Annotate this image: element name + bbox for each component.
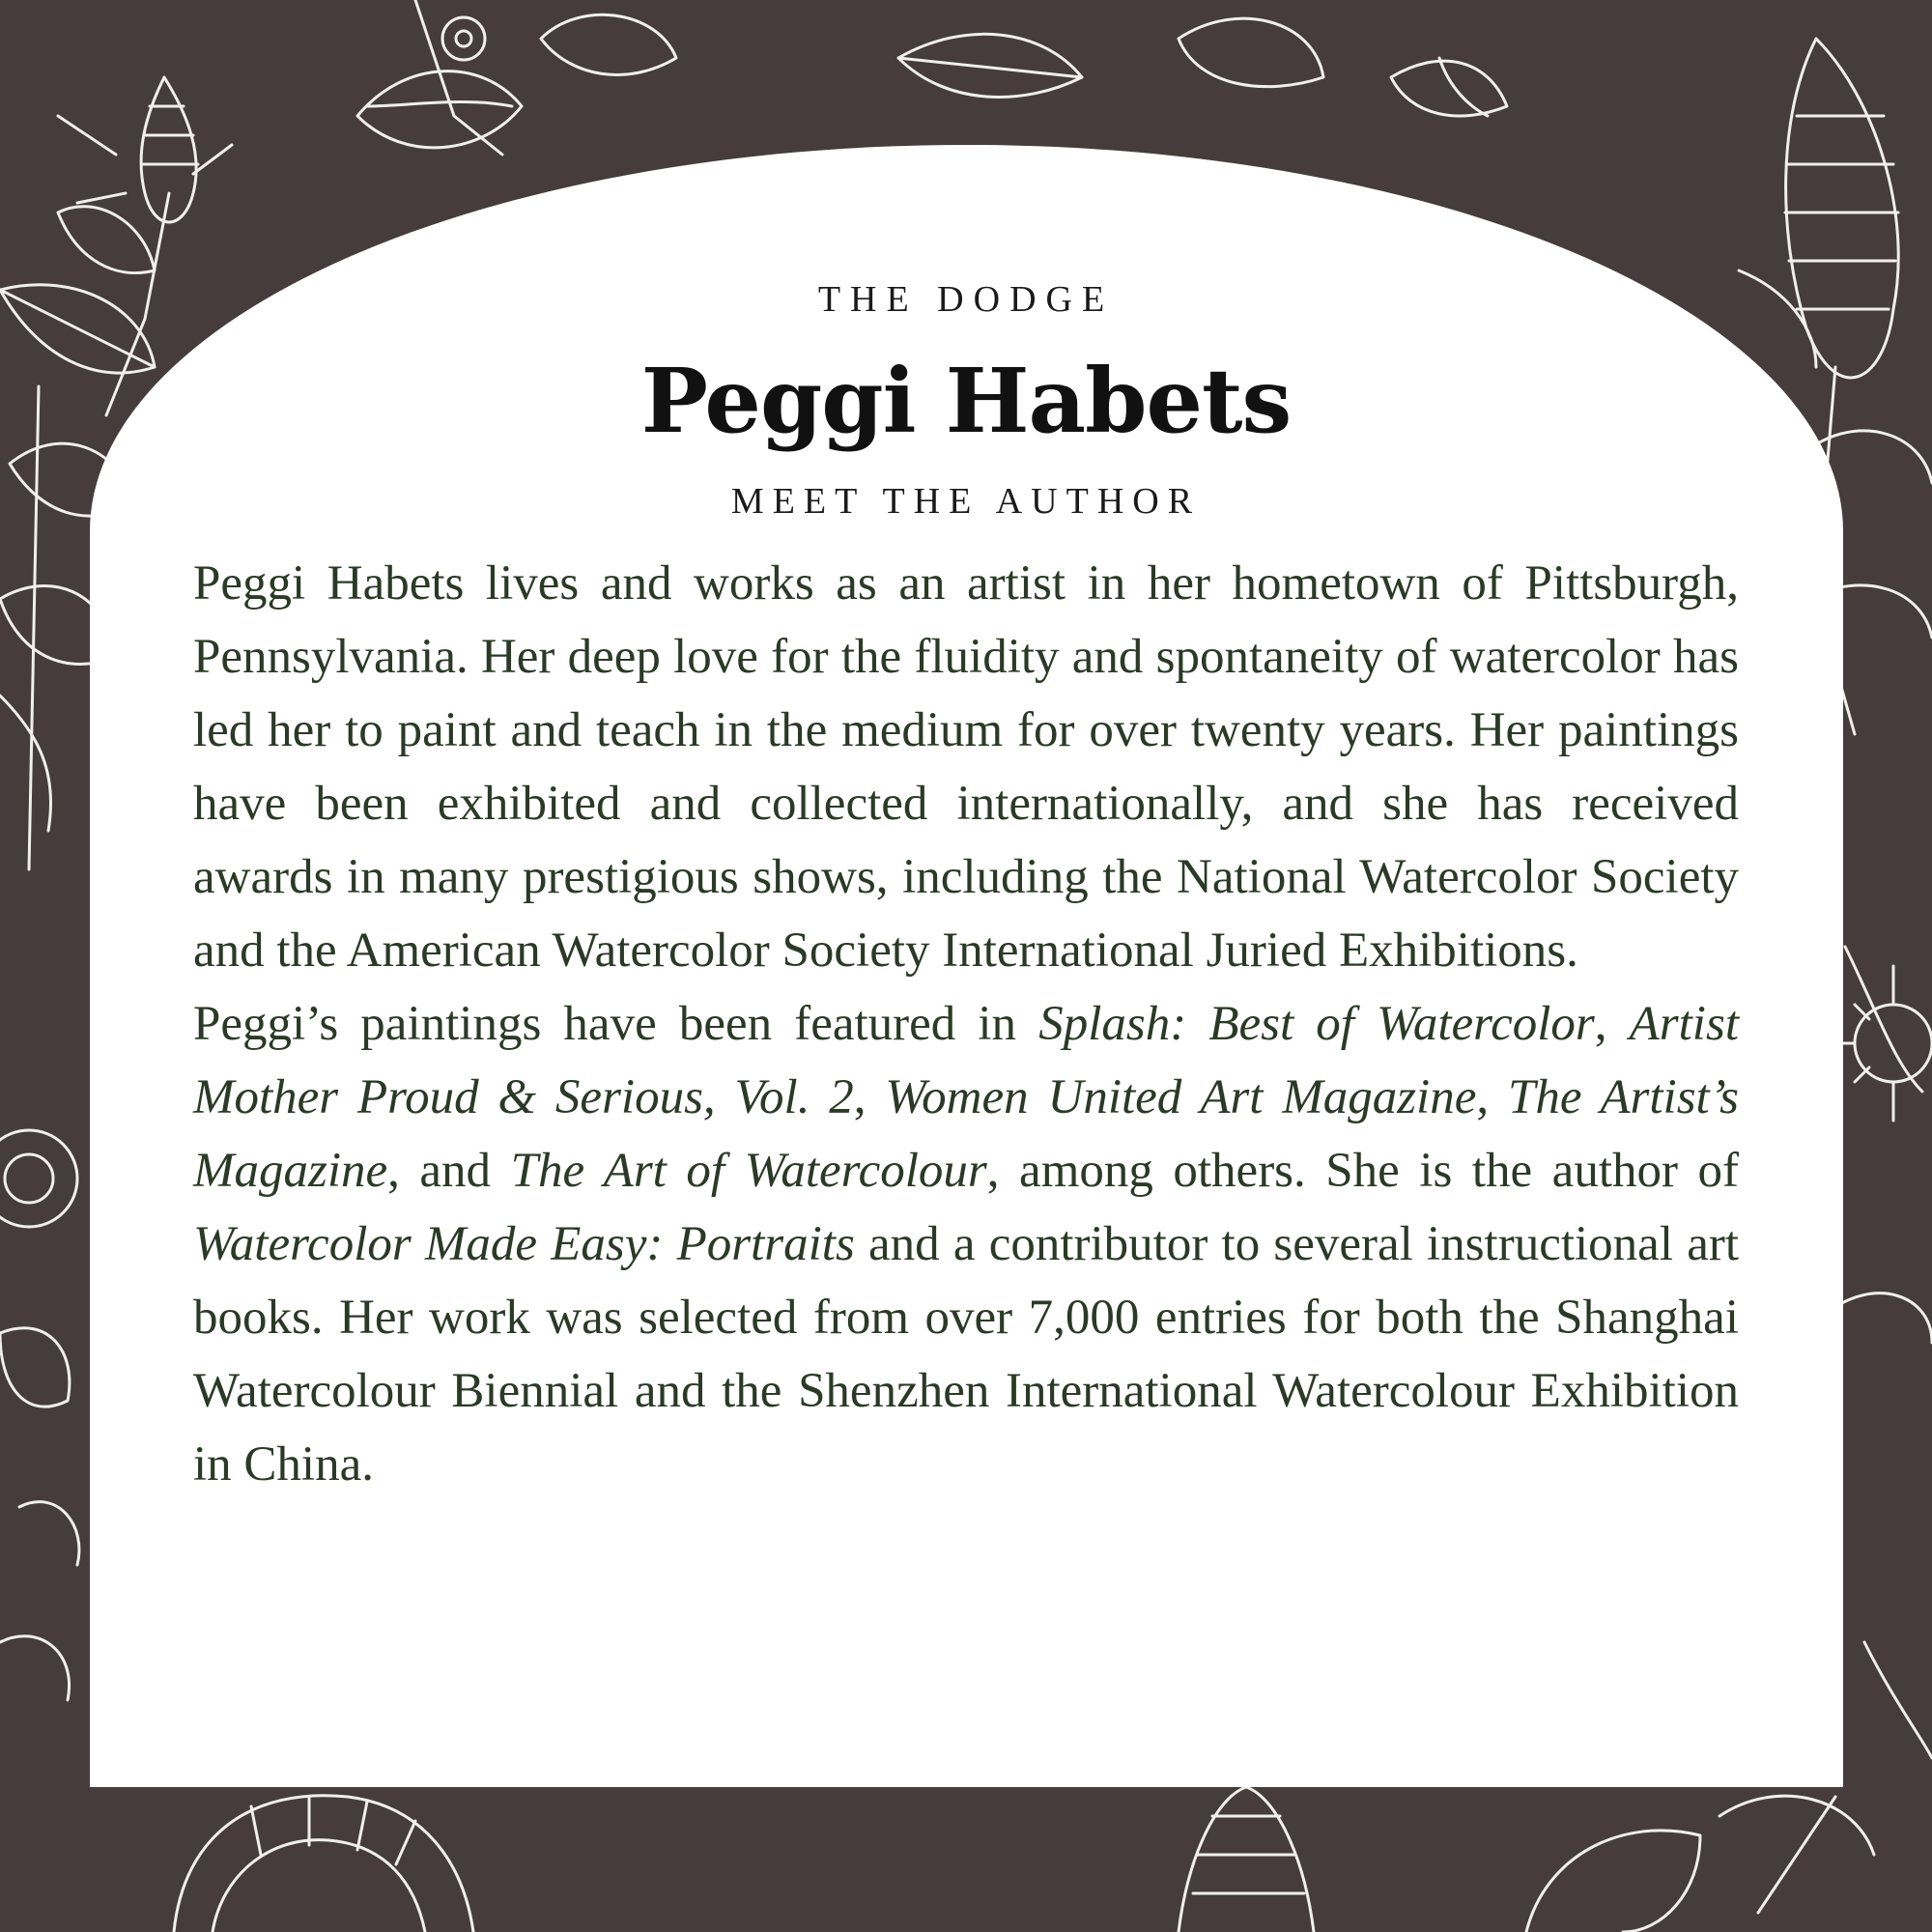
bio-text: , xyxy=(1594,997,1630,1051)
book-title: Watercolor Made Easy: Portraits xyxy=(193,1217,855,1271)
leaf-icon xyxy=(1526,1796,1874,1932)
card-content xyxy=(193,270,1739,1501)
leaf-icon xyxy=(357,0,676,155)
series-kicker: THE DODGE xyxy=(817,279,1115,320)
publication-title: Women United Art Magazine xyxy=(885,1070,1477,1124)
publication-title: Artist Mother Proud & Serious, Vol. 2 xyxy=(193,997,1739,1124)
publication-title: Splash: Best of Watercolor xyxy=(1038,997,1595,1051)
bio-text: , and xyxy=(387,1144,511,1198)
bio-paragraph-2 xyxy=(193,987,1739,1501)
section-subtitle: MEET THE AUTHOR xyxy=(730,481,1202,522)
bio-paragraph-1: Peggi Habets lives and works as an artist in her hometown of Pittsburgh, Pennsylvania. Her deep love for the fluidity and spontaneity of watercolor has led her to paint and teach in the medium for over twenty years. Her paintings have been exhibited and collected internationally, and she has received awards in many prestigious shows, including the National Watercolor Society and the American Watercolor Society International Juried Exhibitions. xyxy=(193,556,1739,978)
leaf-icon xyxy=(898,18,1507,116)
author-name-title: Peggi Habets xyxy=(640,349,1292,453)
flower-icon xyxy=(174,1796,473,1932)
publication-title: The Artist’s Magazine xyxy=(193,1070,1739,1198)
flower-icon xyxy=(1835,966,1932,1121)
bio-text: , among others. She is the author of xyxy=(986,1144,1739,1198)
flower-icon xyxy=(1179,1787,1314,1932)
bio-text: and a contributor to several instructional art books. Her work was selected from over 7,000 entries for both the Shanghai Watercolour Biennial and the Shenzhen International Watercolour Exhibition in China. xyxy=(193,1217,1739,1492)
bio-text: , xyxy=(853,1070,886,1124)
bio-text: , xyxy=(1476,1070,1508,1124)
publication-title: The Art of Watercolour xyxy=(510,1144,987,1198)
bio-text: Peggi’s paintings have been featured in xyxy=(193,997,1039,1051)
flower-icon xyxy=(0,1130,79,1700)
